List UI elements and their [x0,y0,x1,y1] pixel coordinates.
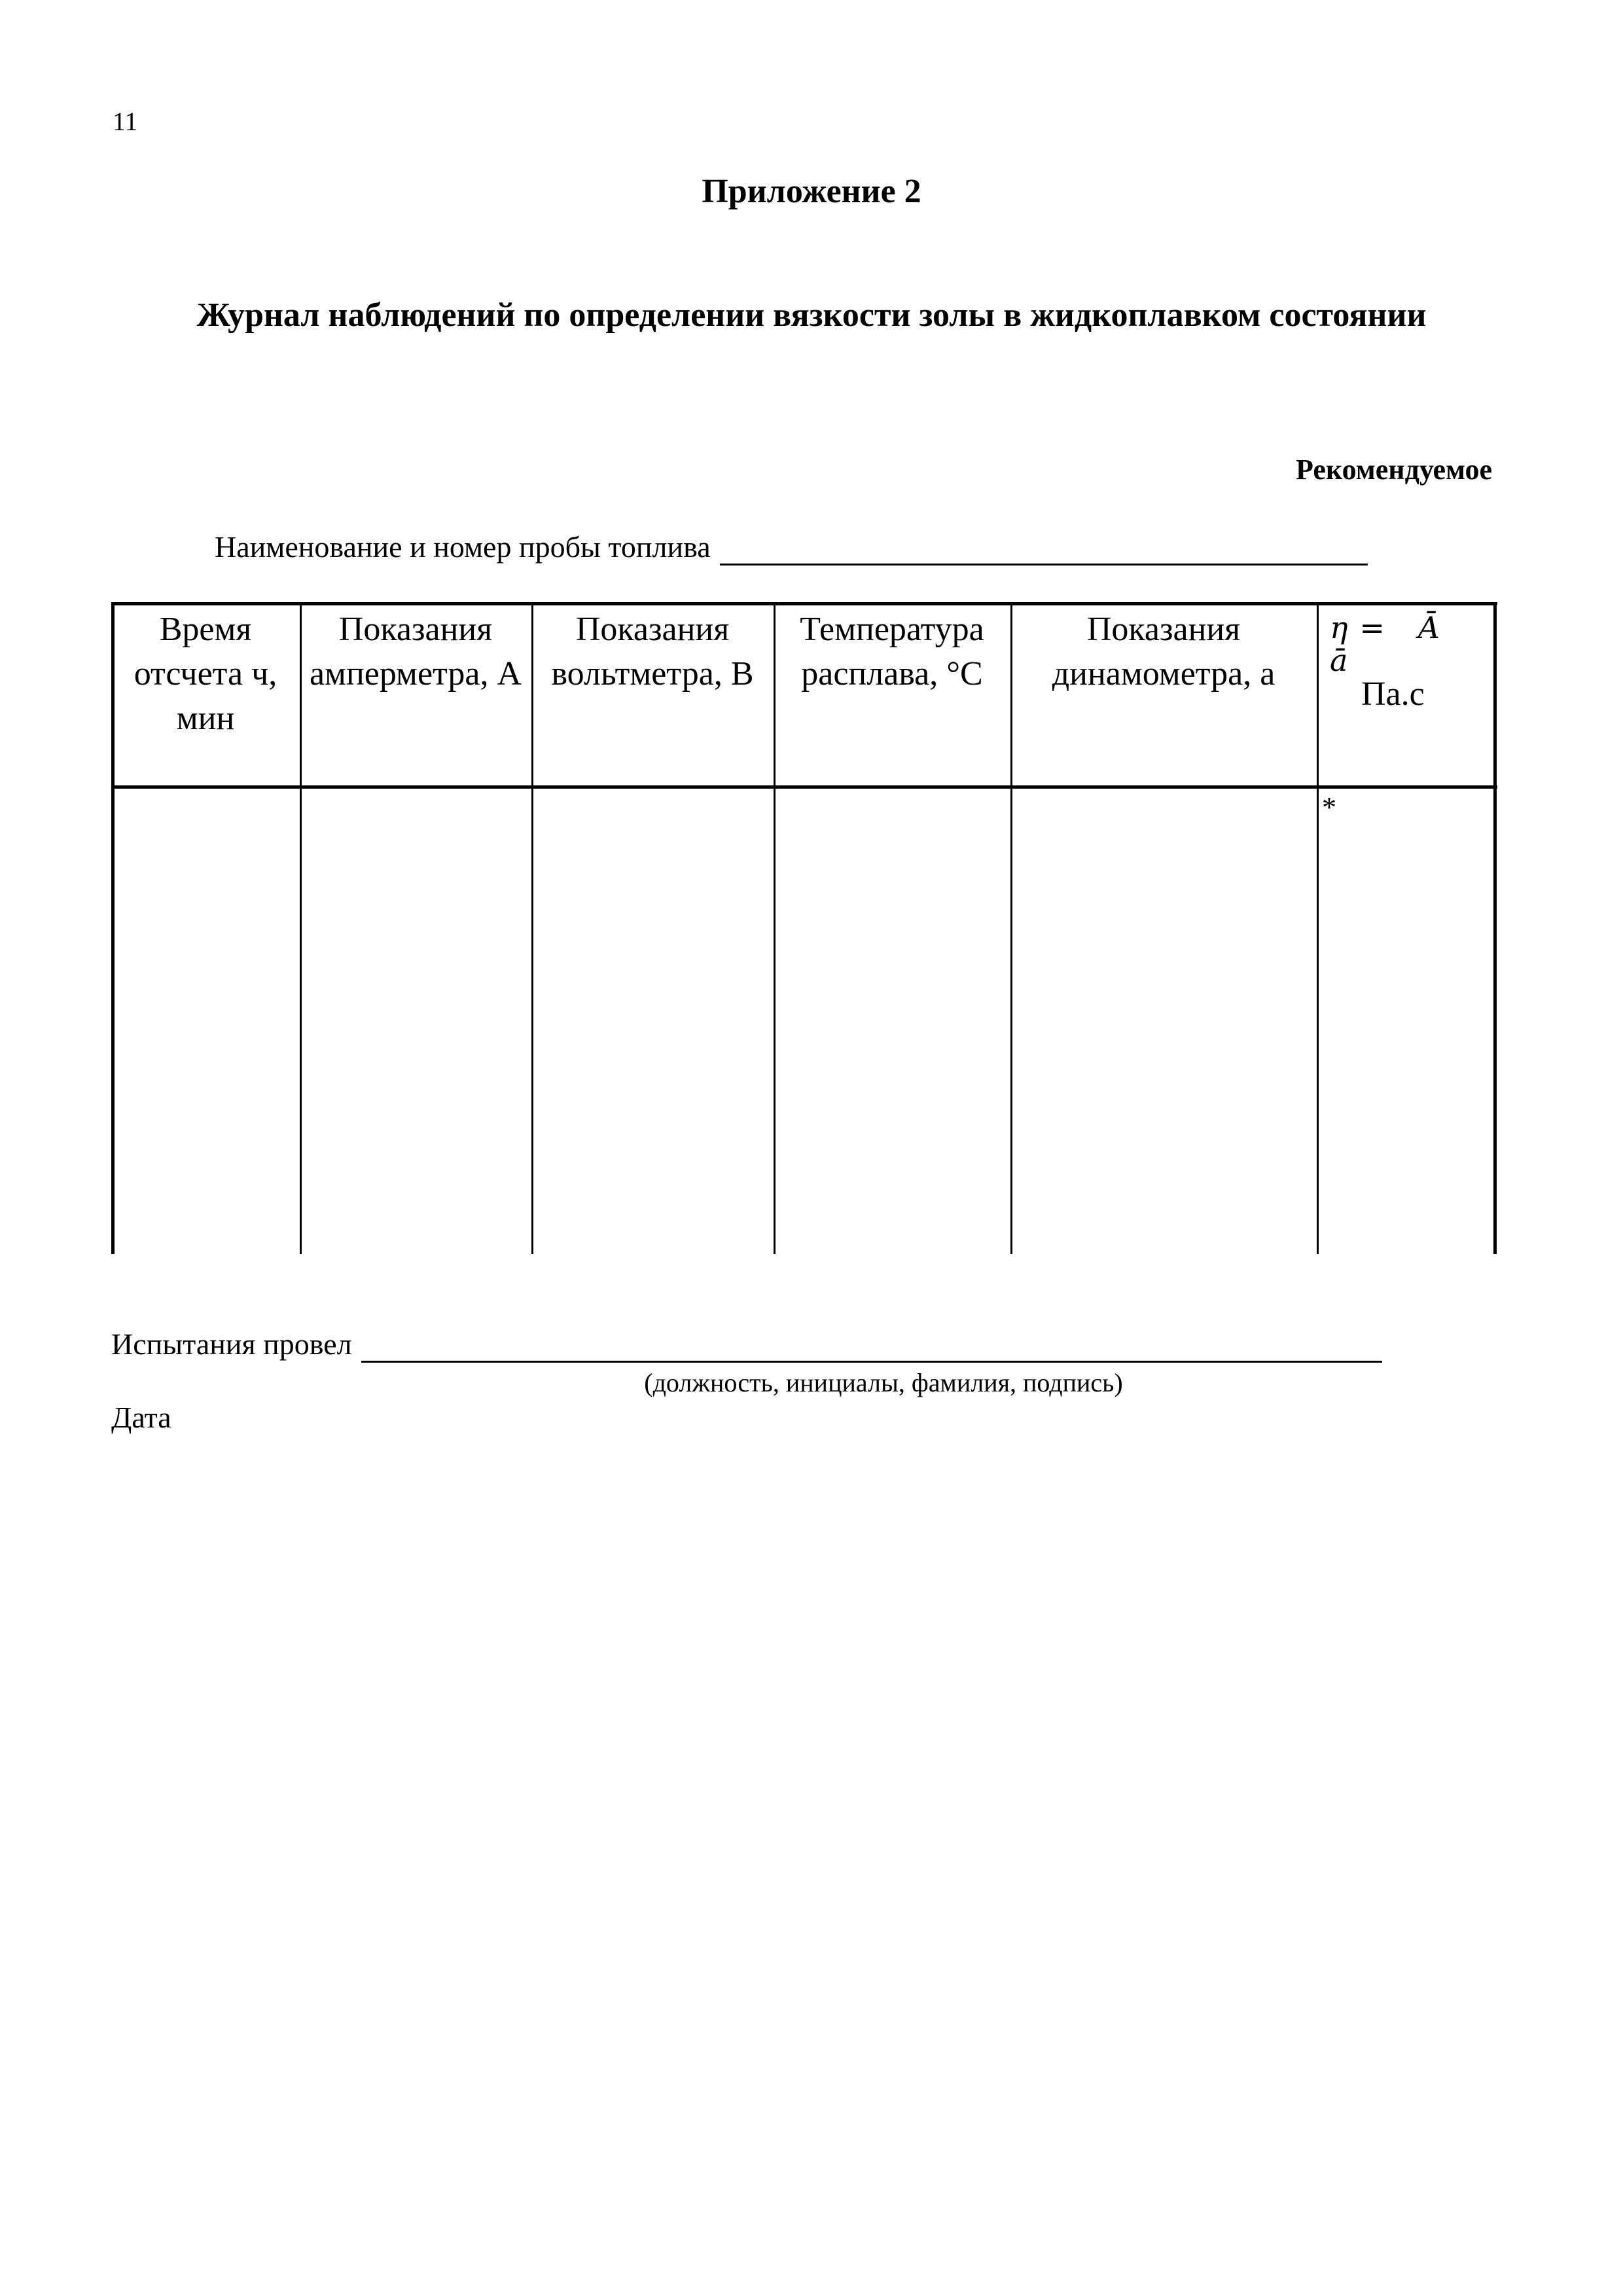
tested-by-field[interactable] [361,1328,1382,1363]
table-column-divider [1317,602,1319,1254]
header-voltmeter: Показания вольтметра, В [551,611,754,692]
viscosity-unit: Па.с [1361,675,1425,713]
viscosity-formula: η= Ā ā [1330,610,1452,678]
tested-by-row [111,1326,1382,1363]
header-temperature: Температура расплава, °С [800,611,984,692]
header-ammeter: Показания амперметра, А [309,611,522,692]
sample-name-row [215,529,1368,565]
appendix-title: Приложение 2 [702,173,921,210]
table-header-divider [111,785,1497,789]
page-number: 11 [113,107,138,136]
table-top-border [111,602,1497,605]
header-time: Время отсчета ч, мин [134,611,277,737]
sample-name-field[interactable] [720,531,1368,565]
sample-name-label: Наименование и номер пробы топлива [215,530,711,564]
recommended-label: Рекомендуемое [1296,454,1492,486]
header-dynamometer: Показания динамометра, а [1052,611,1275,692]
signature-caption: (должность, инициалы, фамилия, подпись) [644,1368,1123,1397]
observation-table [111,602,1497,1254]
tested-by-label: Испытания провел [111,1327,352,1361]
date-label: Дата [111,1401,171,1434]
table-right-border [1493,602,1497,1254]
journal-title: Журнал наблюдений по определении вязкости золы в жидкоплавком состоянии [196,296,1427,334]
asterisk-mark: * [1322,791,1336,823]
